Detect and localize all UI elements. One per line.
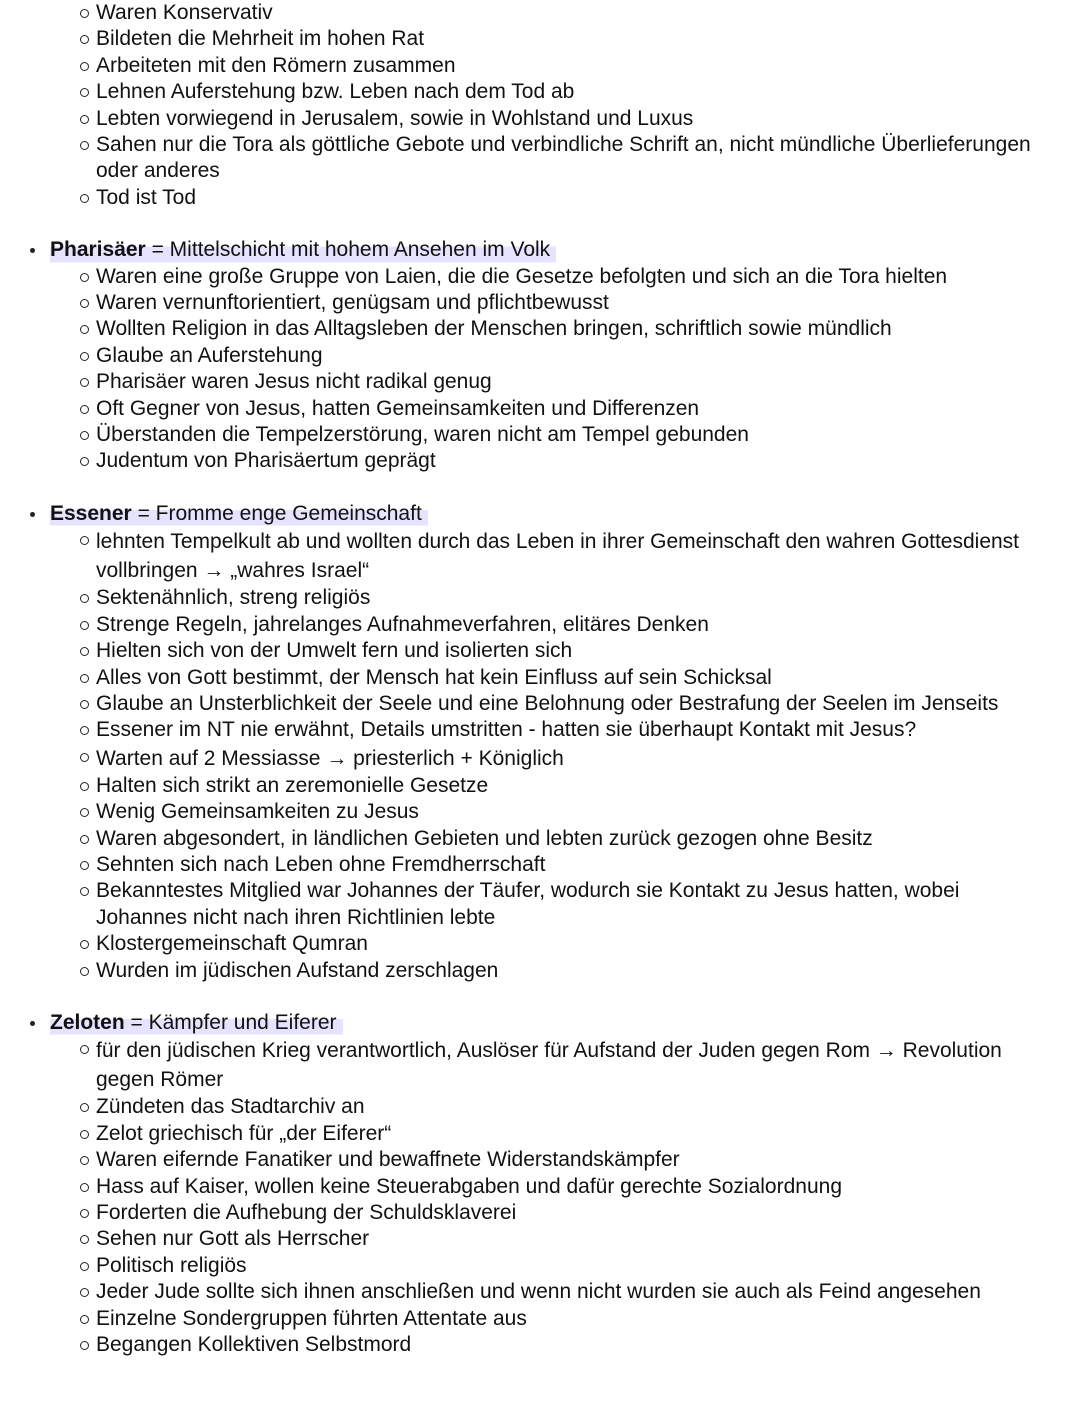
list-item: Einzelne Sondergruppen führten Attentate aus bbox=[79, 1306, 1056, 1332]
list-item: Hass auf Kaiser, wollen keine Steuerabgaben und dafür gerechte Sozialordnung bbox=[79, 1174, 1056, 1200]
list-item: Jeder Jude sollte sich ihnen anschließen und wenn nicht wurden sie auch als Feind angesehen bbox=[79, 1279, 1056, 1305]
section-essener bbox=[0, 501, 1080, 984]
list-item: Wurden im jüdischen Aufstand zerschlagen bbox=[79, 958, 1056, 984]
list-item: Sehen nur Gott als Herrscher bbox=[79, 1226, 1056, 1252]
list-item: Waren vernunftorientiert, genügsam und pflichtbewusst bbox=[79, 290, 1056, 316]
list-item: Lehnen Auferstehung bzw. Leben nach dem Tod ab bbox=[79, 79, 1056, 105]
heading-description: = Fromme enge Gemeinschaft bbox=[131, 501, 422, 525]
heading-term: Zeloten bbox=[50, 1010, 125, 1034]
list-item: Waren eine große Gruppe von Laien, die die Gesetze befolgten und sich an die Tora hielten bbox=[79, 264, 1056, 290]
list-item: Überstanden die Tempelzerstörung, waren nicht am Tempel gebunden bbox=[79, 422, 1056, 448]
list-item: Klostergemeinschaft Qumran bbox=[79, 931, 1056, 957]
heading-highlight bbox=[50, 1010, 343, 1036]
bullet-dot-icon bbox=[30, 1021, 35, 1026]
list-item: Waren Konservativ bbox=[79, 0, 1056, 26]
list-item: Judentum von Pharisäertum geprägt bbox=[79, 448, 1056, 474]
list-item: Glaube an Auferstehung bbox=[79, 343, 1056, 369]
section-heading bbox=[0, 501, 1080, 527]
heading-highlight bbox=[50, 501, 428, 527]
list-item: Politisch religiös bbox=[79, 1253, 1056, 1279]
bullet-dot-icon bbox=[30, 248, 35, 253]
bullet-dot-icon bbox=[30, 512, 35, 517]
list-item: Arbeiteten mit den Römern zusammen bbox=[79, 53, 1056, 79]
list-item: Sektenähnlich, streng religiös bbox=[79, 585, 1056, 611]
heading-term: Pharisäer bbox=[50, 238, 146, 262]
list-item: Begangen Kollektiven Selbstmord bbox=[79, 1332, 1056, 1358]
sadduzaeer-list bbox=[0, 0, 1080, 211]
section-heading bbox=[0, 237, 1080, 263]
zeloten-list bbox=[0, 1036, 1080, 1358]
section-zeloten bbox=[0, 1010, 1080, 1358]
list-item: Zündeten das Stadtarchiv an bbox=[79, 1094, 1056, 1120]
list-item: Bildeten die Mehrheit im hohen Rat bbox=[79, 26, 1056, 52]
list-item: Waren abgesondert, in ländlichen Gebieten und lebten zurück gezogen ohne Besitz bbox=[79, 826, 1056, 852]
list-item: Waren eifernde Fanatiker und bewaffnete Widerstandskämpfer bbox=[79, 1147, 1056, 1173]
list-item: Wenig Gemeinsamkeiten zu Jesus bbox=[79, 799, 1056, 825]
list-item: Lebten vorwiegend in Jerusalem, sowie in Wohlstand und Luxus bbox=[79, 106, 1056, 132]
section-heading bbox=[0, 1010, 1080, 1036]
essener-list bbox=[0, 527, 1080, 984]
list-item: für den jüdischen Krieg verantwortlich, Auslöser für Aufstand der Juden gegen Rom → Revolution gegen Römer bbox=[79, 1036, 1056, 1094]
list-item: Oft Gegner von Jesus, hatten Gemeinsamkeiten und Differenzen bbox=[79, 396, 1056, 422]
list-item: Glaube an Unsterblichkeit der Seele und eine Belohnung oder Bestrafung der Seelen im Jenseits bbox=[79, 691, 1056, 717]
list-item: Essener im NT nie erwähnt, Details umstritten - hatten sie überhaupt Kontakt mit Jesus? bbox=[79, 717, 1056, 743]
list-item: Sahen nur die Tora als göttliche Gebote und verbindliche Schrift an, nicht mündliche Überlieferungen oder anderes bbox=[79, 132, 1056, 185]
list-item: Bekanntestes Mitglied war Johannes der Täufer, wodurch sie Kontakt zu Jesus hatten, wobei Johannes nicht nach ihren Richtlinien lebte bbox=[79, 878, 1056, 931]
list-item: Wollten Religion in das Alltagsleben der Menschen bringen, schriftlich sowie mündlich bbox=[79, 316, 1056, 342]
pharisaeer-list bbox=[0, 264, 1080, 475]
heading-term: Essener bbox=[50, 501, 132, 525]
heading-description: = Kämpfer und Eiferer bbox=[124, 1010, 337, 1034]
list-item: Forderten die Aufhebung der Schuldsklaverei bbox=[79, 1200, 1056, 1226]
list-item: Zelot griechisch für „der Eiferer“ bbox=[79, 1121, 1056, 1147]
list-item: Pharisäer waren Jesus nicht radikal genug bbox=[79, 369, 1056, 395]
list-item: lehnten Tempelkult ab und wollten durch das Leben in ihrer Gemeinschaft den wahren Gottesdienst vollbringen → „wahres Israel“ bbox=[79, 527, 1056, 585]
list-item: Strenge Regeln, jahrelanges Aufnahmeverfahren, elitäres Denken bbox=[79, 612, 1056, 638]
section-pharisaeer bbox=[0, 237, 1080, 475]
list-item: Hielten sich von der Umwelt fern und isolierten sich bbox=[79, 638, 1056, 664]
list-item: Alles von Gott bestimmt, der Mensch hat kein Einfluss auf sein Schicksal bbox=[79, 665, 1056, 691]
section-sadduzaeer-continued bbox=[0, 0, 1080, 211]
heading-description: = Mittelschicht mit hohem Ansehen im Volk bbox=[145, 238, 551, 262]
list-item: Tod ist Tod bbox=[79, 185, 1056, 211]
list-item: Sehnten sich nach Leben ohne Fremdherrschaft bbox=[79, 852, 1056, 878]
heading-highlight bbox=[50, 237, 556, 263]
list-item: Warten auf 2 Messiasse → priesterlich + Königlich bbox=[79, 744, 1056, 773]
list-item: Halten sich strikt an zeremonielle Gesetze bbox=[79, 773, 1056, 799]
